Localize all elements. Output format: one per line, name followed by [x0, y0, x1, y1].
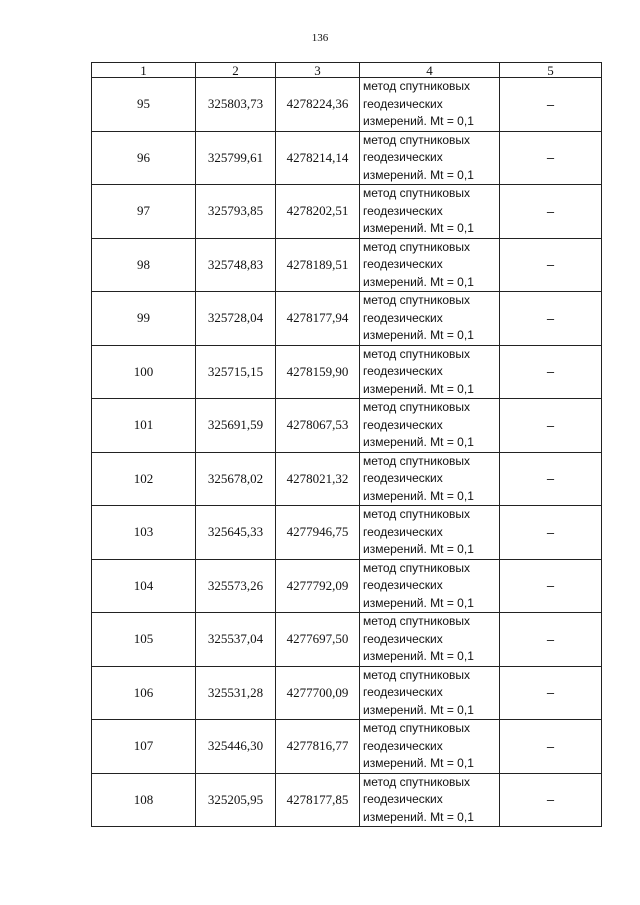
x-coordinate-cell: 325728,04	[196, 292, 276, 346]
method-line: измерений. Mt = 0,1	[363, 274, 474, 289]
method-cell	[360, 292, 500, 346]
y-coordinate-cell: 4277946,75	[276, 506, 360, 560]
coordinates-table	[91, 62, 602, 827]
note-cell: –	[500, 292, 602, 346]
y-coordinate-cell: 4277816,77	[276, 720, 360, 774]
note-cell: –	[500, 666, 602, 720]
header-col-3: 3	[276, 63, 360, 78]
y-coordinate-cell: 4277700,09	[276, 666, 360, 720]
x-coordinate-cell: 325645,33	[196, 506, 276, 560]
x-coordinate-cell: 325793,85	[196, 185, 276, 239]
method-line: метод спутниковых	[363, 614, 471, 628]
method-line: геодезических	[363, 96, 443, 111]
header-col-2: 2	[196, 63, 276, 78]
x-coordinate-cell: 325803,73	[196, 78, 276, 132]
method-cell	[360, 78, 500, 132]
method-line: геодезических	[363, 685, 443, 699]
method-cell	[360, 452, 500, 506]
method-line: измерений. Mt = 0,1	[363, 542, 474, 556]
table-row	[92, 666, 602, 720]
y-coordinate-cell: 4277792,09	[276, 559, 360, 613]
method-cell	[360, 345, 500, 399]
method-line: метод спутниковых	[363, 721, 471, 735]
note-cell: –	[500, 506, 602, 560]
note-cell: –	[500, 559, 602, 613]
method-line: метод спутниковых	[363, 774, 471, 789]
method-line: метод спутниковых	[363, 560, 471, 575]
method-line: метод спутниковых	[363, 346, 471, 361]
note-cell: –	[500, 78, 602, 132]
y-coordinate-cell: 4278159,90	[276, 345, 360, 399]
y-coordinate-cell: 4278067,53	[276, 399, 360, 453]
method-line: измерений. Mt = 0,1	[363, 595, 474, 610]
method-line: геодезических	[363, 150, 443, 164]
method-line: геодезических	[363, 524, 443, 539]
note-cell: –	[500, 185, 602, 239]
table-row	[92, 131, 602, 185]
table-row	[92, 452, 602, 506]
table-row	[92, 185, 602, 239]
method-line: геодезических	[363, 631, 443, 646]
table-row	[92, 399, 602, 453]
method-line: геодезических	[363, 203, 443, 218]
point-number-cell: 100	[92, 345, 196, 399]
point-number-cell: 105	[92, 613, 196, 667]
point-number-cell: 101	[92, 399, 196, 453]
method-line: измерений. Mt = 0,1	[363, 488, 474, 503]
x-coordinate-cell: 325799,61	[196, 131, 276, 185]
table-row	[92, 559, 602, 613]
method-line: измерений. Mt = 0,1	[363, 649, 474, 663]
method-line: геодезических	[363, 792, 443, 806]
method-line: измерений. Mt = 0,1	[363, 221, 474, 235]
y-coordinate-cell: 4278177,94	[276, 292, 360, 346]
method-line: геодезических	[363, 364, 443, 378]
method-line: геодезических	[363, 738, 443, 753]
point-number-cell: 106	[92, 666, 196, 720]
table-row	[92, 345, 602, 399]
x-coordinate-cell: 325205,95	[196, 773, 276, 827]
point-number-cell: 103	[92, 506, 196, 560]
y-coordinate-cell: 4277697,50	[276, 613, 360, 667]
method-line: измерений. Mt = 0,1	[363, 809, 474, 824]
method-line: метод спутниковых	[363, 186, 471, 200]
y-coordinate-cell: 4278202,51	[276, 185, 360, 239]
method-line: измерений. Mt = 0,1	[363, 756, 474, 770]
point-number-cell: 108	[92, 773, 196, 827]
method-line: геодезических	[363, 417, 443, 432]
y-coordinate-cell: 4278177,85	[276, 773, 360, 827]
method-line: метод спутниковых	[363, 453, 471, 468]
method-line: метод спутниковых	[363, 79, 471, 93]
x-coordinate-cell: 325537,04	[196, 613, 276, 667]
point-number-cell: 102	[92, 452, 196, 506]
method-line: метод спутниковых	[363, 667, 471, 682]
method-line: геодезических	[363, 257, 443, 271]
table-header-row	[92, 63, 602, 78]
note-cell: –	[500, 345, 602, 399]
point-number-cell: 97	[92, 185, 196, 239]
method-line: метод спутниковых	[363, 293, 471, 307]
x-coordinate-cell: 325573,26	[196, 559, 276, 613]
table-row	[92, 720, 602, 774]
table-row	[92, 773, 602, 827]
note-cell: –	[500, 131, 602, 185]
method-cell	[360, 506, 500, 560]
x-coordinate-cell: 325446,30	[196, 720, 276, 774]
x-coordinate-cell: 325748,83	[196, 238, 276, 292]
x-coordinate-cell: 325531,28	[196, 666, 276, 720]
method-line: геодезических	[363, 310, 443, 325]
table-row	[92, 506, 602, 560]
method-cell	[360, 720, 500, 774]
page-number: 136	[311, 32, 329, 44]
method-line: измерений. Mt = 0,1	[363, 381, 474, 396]
method-cell	[360, 613, 500, 667]
y-coordinate-cell: 4278021,32	[276, 452, 360, 506]
method-line: геодезических	[363, 578, 443, 592]
note-cell: –	[500, 613, 602, 667]
method-cell	[360, 773, 500, 827]
method-line: метод спутниковых	[363, 400, 471, 414]
note-cell: –	[500, 452, 602, 506]
method-line: измерений. Mt = 0,1	[363, 435, 474, 449]
table-row	[92, 78, 602, 132]
note-cell: –	[500, 720, 602, 774]
header-col-5: 5	[500, 63, 602, 78]
point-number-cell: 104	[92, 559, 196, 613]
table-row	[92, 238, 602, 292]
point-number-cell: 99	[92, 292, 196, 346]
point-number-cell: 98	[92, 238, 196, 292]
method-line: измерений. Mt = 0,1	[363, 328, 474, 342]
note-cell: –	[500, 773, 602, 827]
method-cell	[360, 238, 500, 292]
x-coordinate-cell: 325678,02	[196, 452, 276, 506]
method-cell	[360, 131, 500, 185]
y-coordinate-cell: 4278224,36	[276, 78, 360, 132]
point-number-cell: 95	[92, 78, 196, 132]
x-coordinate-cell: 325691,59	[196, 399, 276, 453]
x-coordinate-cell: 325715,15	[196, 345, 276, 399]
method-cell	[360, 399, 500, 453]
method-line: геодезических	[363, 471, 443, 485]
method-cell	[360, 666, 500, 720]
note-cell: –	[500, 238, 602, 292]
table-row	[92, 292, 602, 346]
note-cell: –	[500, 399, 602, 453]
method-line: измерений. Mt = 0,1	[363, 114, 474, 128]
header-col-4: 4	[360, 63, 500, 78]
method-line: измерений. Mt = 0,1	[363, 167, 474, 182]
method-line: метод спутниковых	[363, 132, 471, 147]
table-row	[92, 613, 602, 667]
y-coordinate-cell: 4278214,14	[276, 131, 360, 185]
method-line: метод спутниковых	[363, 507, 471, 521]
point-number-cell: 107	[92, 720, 196, 774]
method-cell	[360, 185, 500, 239]
y-coordinate-cell: 4278189,51	[276, 238, 360, 292]
method-line: измерений. Mt = 0,1	[363, 702, 474, 717]
method-cell	[360, 559, 500, 613]
method-line: метод спутниковых	[363, 239, 471, 254]
point-number-cell: 96	[92, 131, 196, 185]
header-col-1: 1	[92, 63, 196, 78]
